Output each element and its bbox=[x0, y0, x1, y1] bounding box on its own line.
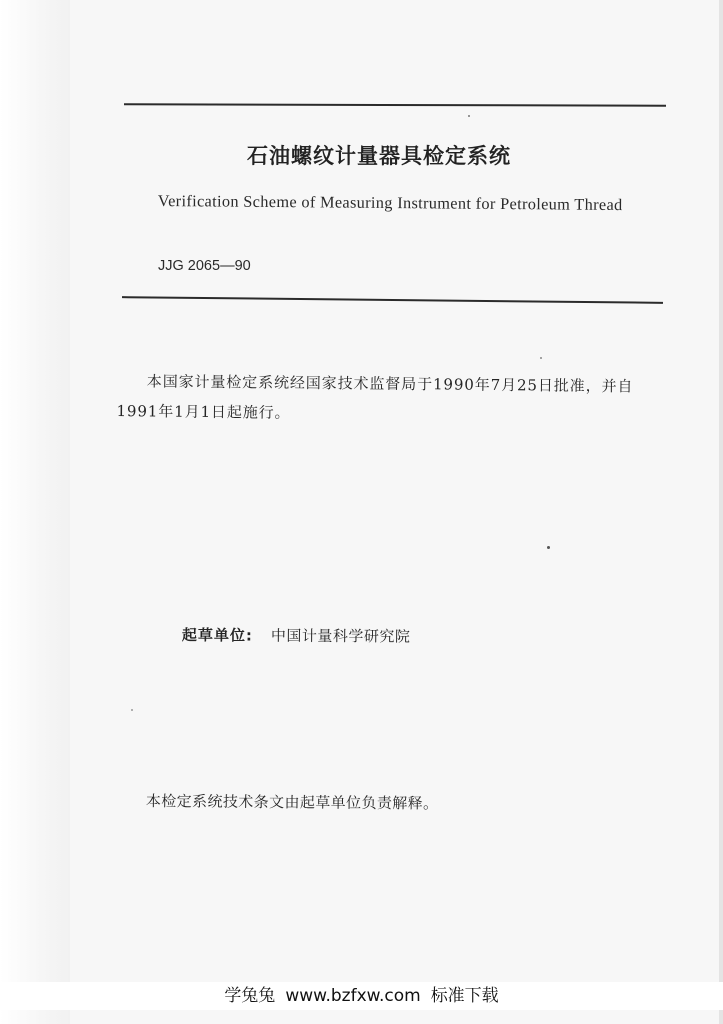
download-watermark bbox=[0, 982, 723, 1010]
drafting-unit-label: 起草单位: bbox=[181, 625, 253, 645]
document-title-chinese: 石油螺纹计量器具检定系统 bbox=[247, 144, 511, 168]
header-top-rule bbox=[124, 103, 666, 106]
watermark-slogan: 标准下载 bbox=[430, 986, 499, 1006]
approval-statement: 本国家计量检定系统经国家技术监督局于1990年7月25日批准，并自1991年1月1日起施行。 bbox=[116, 372, 634, 422]
interpretation-statement: 本检定系统技术条文由起草单位负责解释。 bbox=[145, 791, 439, 813]
scan-speck bbox=[547, 546, 550, 549]
watermark-url: www.bzfxw.com bbox=[285, 986, 421, 1006]
document-title-english: Verification Scheme of Measuring Instrument for Petroleum Thread bbox=[157, 190, 623, 215]
scan-speck bbox=[131, 709, 133, 711]
scan-speck bbox=[540, 357, 542, 359]
scan-right-edge bbox=[719, 0, 723, 1024]
scan-speck bbox=[468, 115, 470, 117]
standard-number: JJG 2065—90 bbox=[158, 258, 251, 274]
drafting-unit-value: 中国计量科学研究院 bbox=[270, 626, 411, 646]
header-bottom-rule bbox=[122, 296, 663, 304]
watermark-site-name: 学兔兔 bbox=[224, 986, 276, 1006]
scan-left-shadow bbox=[0, 0, 70, 1024]
drafting-unit bbox=[182, 624, 411, 647]
